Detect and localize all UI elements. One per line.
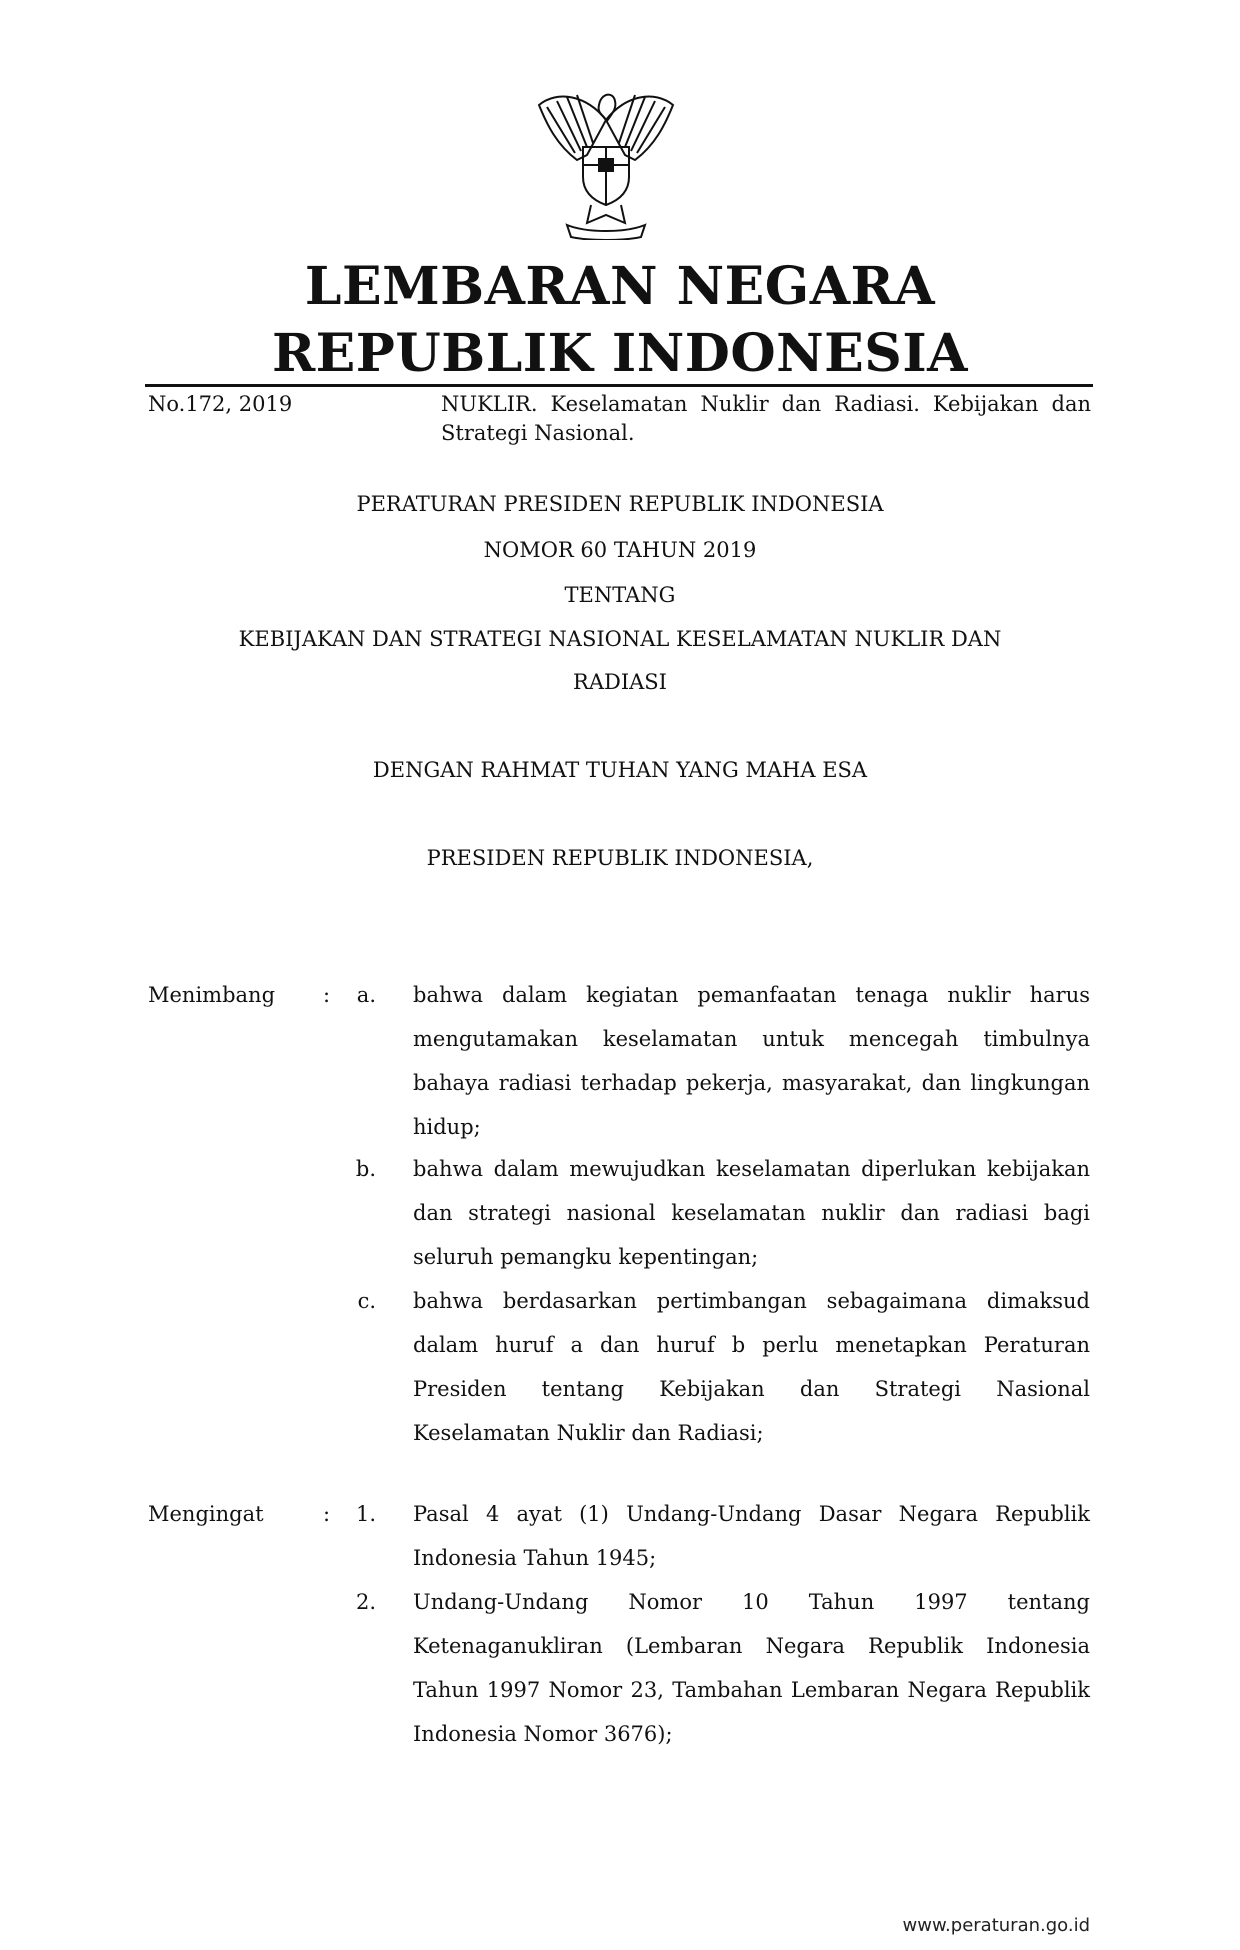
section-colon: :: [323, 1502, 331, 1526]
regulation-title-line-1: PERATURAN PRESIDEN REPUBLIK INDONESIA: [356, 492, 884, 516]
masthead-divider: [145, 384, 1093, 387]
list-item: bahwa dalam kegiatan pemanfaatan tenaga nuklir harus mengutamakan keselamatan untuk mencegah timbulnya bahaya radiasi terhadap pekerja, masyarakat, dan lingkungan hidup;: [413, 983, 1090, 1139]
list-item: bahwa dalam mewujudkan keselamatan diperlukan kebijakan dan strategi nasional keselamatan nuklir dan radiasi bagi seluruh pemangku kepentingan;: [413, 1157, 1090, 1269]
list-item: Pasal 4 ayat (1) Undang-Undang Dasar Negara Republik Indonesia Tahun 1945;: [413, 1502, 1090, 1570]
masthead-title: LEMBARAN NEGARA: [304, 256, 936, 317]
garuda-emblem-icon: [527, 85, 685, 240]
regulation-title-line-4: KEBIJAKAN DAN STRATEGI NASIONAL KESELAMATAN NUKLIR DAN: [238, 627, 1002, 651]
regulation-title-line-5: RADIASI: [573, 670, 667, 694]
section-label-menimbang: Menimbang: [148, 983, 276, 1007]
section-label-mengingat: Mengingat: [148, 1502, 264, 1526]
regulation-title-line-2: NOMOR 60 TAHUN 2019: [483, 538, 757, 562]
regulation-title-line-3: TENTANG: [564, 583, 676, 607]
gazette-description: NUKLIR. Keselamatan Nuklir dan Radiasi. Kebijakan dan Strategi Nasional.: [441, 392, 1091, 445]
footer-website: www.peraturan.go.id: [902, 1915, 1090, 1936]
list-marker: c.: [357, 1289, 376, 1313]
list-marker: a.: [356, 983, 376, 1007]
masthead-subtitle: REPUBLIK INDONESIA: [271, 323, 969, 384]
list-item: bahwa berdasarkan pertimbangan sebagaimana dimaksud dalam huruf a dan huruf b perlu menetapkan Peraturan Presiden tentang Kebijakan dan Strategi Nasional Keselamatan Nuklir dan Radiasi;: [413, 1289, 1090, 1445]
list-item: Undang-Undang Nomor 10 Tahun 1997 tentang Ketenaganukliran (Lembaran Negara Republik Indonesia Tahun 1997 Nomor 23, Tambahan Lembaran Negara Republik Indonesia Nomor 3676);: [413, 1590, 1090, 1746]
list-marker: b.: [355, 1157, 376, 1181]
section-colon: :: [323, 983, 331, 1007]
preamble-blessing: DENGAN RAHMAT TUHAN YANG MAHA ESA: [372, 758, 868, 782]
list-marker: 2.: [355, 1590, 376, 1614]
gazette-number: No.172, 2019: [148, 392, 293, 416]
list-marker: 1.: [355, 1502, 376, 1526]
preamble-president: PRESIDEN REPUBLIK INDONESIA,: [426, 846, 814, 870]
